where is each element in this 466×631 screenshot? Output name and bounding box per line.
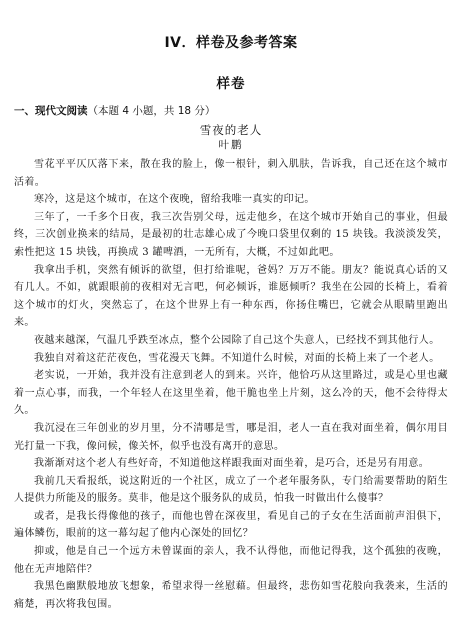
paragraph: 寒冷，这是这个城市，在这个夜晚，留给我唯一真实的印记。	[34, 194, 315, 206]
section-label: 一、现代文阅读	[14, 105, 88, 117]
paragraph: 我沉浸在三年创业的岁月里，分不清哪是雪，哪是泪，老人一直在我对面坐着，偶尔用目光打量一下我，像问候，像关怀，似乎也没有离开的意思。	[14, 422, 448, 452]
article-title: 雪夜的老人	[199, 123, 263, 137]
article-body	[14, 156, 448, 613]
paragraph: 我拿出手机，突然有倾诉的欲望，但打给谁呢，爸妈？万万不能。朋友？能说真心话的又有几人。不如，就跟眼前的夜相对无言吧，何必倾诉，谁愿倾听？我坐在公园的长椅上，看着这个城市的灯火，突然忘了，在这个世界上有一种东西，你扬住嘴巴，它就会从眼睛里跑出来。	[14, 264, 448, 329]
paragraph: 老实说，一开始，我并没有注意到老人的到来。兴许，他恰巧从这里路过，或是心里也藏着一点心事，而我，一个年轻人在这里坐着，他干脆也坐上片刻，这么冷的天，他不会待得太久。	[14, 370, 448, 417]
paragraph: 抑或，他是自己一个远方未曾谋面的亲人，我不认得他，而他记得我，这个孤独的夜晚，他在无声地陪伴？	[14, 546, 448, 575]
paragraph: 我渐渐对这个老人有些好奇，不知道他这样跟我面对面坐着，是巧合，还是另有用意。	[34, 458, 430, 470]
paragraph: 我前几天看报纸，说这附近的一个社区，成立了一个老年服务队，专门给需要帮助的陌生人提供力所能及的服务。莫非，他是这个服务队的成员，怕我一时做出什么傻事？	[14, 475, 448, 505]
article-author: 叶鹏	[218, 139, 244, 151]
part-title: IV．样卷及参考答案	[164, 35, 298, 51]
paragraph: 夜越来越深，气温几乎跌至冰点，整个公园除了自己这个失意人，已经找不到其他行人。	[34, 334, 440, 346]
paragraph: 我独自对着这茫茫夜色，雪花漫天飞舞。不知道什么时候，对面的长椅上来了一个老人。	[34, 352, 440, 364]
section-note: （本题 4 小题，共 18 分）	[87, 105, 216, 117]
paragraph: 雪花平平仄仄落下来，散在我的脸上，像一根针，刺入肌肤，告诉我，自己还在这个城市活着。	[14, 159, 448, 188]
sample-title: 样卷	[216, 76, 246, 92]
paragraph: 或者，是我长得像他的孩子，而他也曾在深夜里，看见自己的子女在生活面前声泪俱下，遍体鳞伤，眼前的这一幕勾起了他内心深处的回忆？	[14, 510, 448, 540]
paragraph: 我黑色幽默般地放飞想象，希望求得一丝慰藉。但最终，悲伤如雪花般向我袭来，生活的痛楚，再次将我包围。	[14, 581, 448, 610]
paragraph: 三年了，一千多个日夜，我三次告别父母，远走他乡，在这个城市开始自己的事业，但最终，三次创业换来的结局，是最初的壮志雄心成了今晚口袋里仅剩的 15 块钱。我淡淡发笑，索性把这 15 块钱，再换成 3 罐啤酒，一无所有，大概，不过如此吧。	[14, 211, 448, 258]
section-heading	[14, 94, 448, 118]
